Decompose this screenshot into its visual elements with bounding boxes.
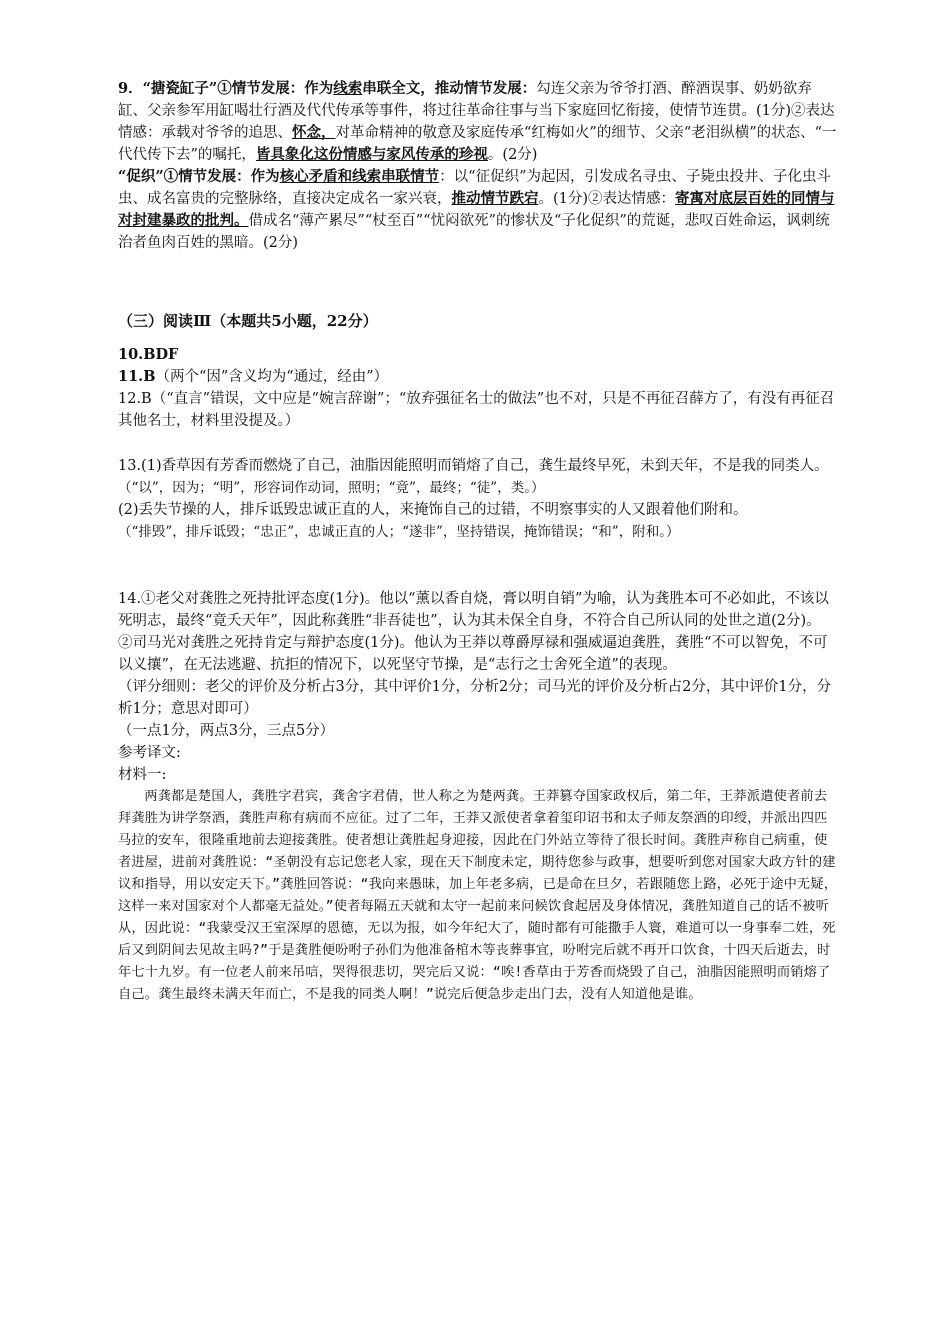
q9-tangci-paragraph	[118, 78, 840, 166]
q9-lead: 9．“搪瓷缸子”①情节发展：作为	[118, 80, 334, 97]
translation-paragraph: 两龚都是楚国人，龚胜字君宾，龚舍字君倩，世人称之为楚两龚。王莽篡夺国家政权后，第二年，王莽派遣使者前去拜龚胜为讲学祭酒，龚胜声称有病而不应征。过了二年，王莽又派使者拿着玺印诏书和太子师友祭酒的印绶，并派出四匹马拉的安车，很隆重地前去迎接龚胜。使者想让龚胜起身迎接，因此在门外站立等待了很长时间。龚胜声称自己病重，使者进屋，进前对龚胜说：“圣朝没有忘记您老人家，现在天下制度未定，期待您参与政事，想要听到您对国家大政方针的建议和指导，用以安定天下。”龚胜回答说：“我向来愚昧，加上年老多病，已是命在旦夕，若跟随您上路，必死于途中无疑，这样一来对国家对个人都毫无益处。”使者每隔五天就和太守一起前来问候饮食起居及身体情况，龚胜知道自己的话不被听从，因此说：“我蒙受汉王室深厚的恩德，无以为报，如今年纪大了，随时都有可能撒手人寰，难道可以一身事奉二姓，死后又到阴间去见故主吗?”于是龚胜便吩咐子孙们为他准备棺木等丧葬事宜，吩咐完后就不再开口饮食，十四天后逝去，时年七十九岁。有一位老人前来吊唁，哭得很悲切，哭完后又说：“唉!香草由于芳香而烧毁了自己，油脂因能照明而销熔了自己。龚生最终未满天年而亡，不是我的同类人啊！”说完后便急步走出门去，没有人知道他是谁。	[118, 789, 838, 1002]
q9-underline-2: 怀念，	[292, 124, 336, 141]
q9-underline-1: 线索	[333, 80, 363, 97]
q9-underline-3: 皆具象化这份情感与家风传承的珍视	[255, 146, 488, 163]
q9-cuzhi-text-1: ：以“征促织”为起因，引发成名寻虫、子毙虫投井、子化虫斗虫、成名富贵的完整脉络，直接决定成名一家兴衰，	[118, 169, 832, 207]
q9-text-1: 勾连父亲为爷爷打酒、醉酒误事、奶奶欲弃缸、父亲参军用缸喝壮行酒及代代传承等事件，将过往革命往事与当下家庭回忆衔接，使情节连贯。(1分)②表达情感：承载对爷爷的追思、	[118, 81, 835, 141]
q14-block	[118, 588, 840, 1006]
q10-answer: 10.BDF	[118, 346, 179, 363]
q9-cuzhi-underline-1: 核心矛盾和线索串联情节	[279, 168, 440, 185]
q9-cuzhi-lead: “促织”①情节发展：作为	[118, 168, 280, 185]
q11-choice: 11.B	[118, 368, 156, 385]
q9-text-3: 。(2分)	[487, 147, 538, 163]
q14-rubric-points: （一点1分，两点3分，三点5分）	[118, 723, 335, 739]
q9-cuzhi-underline-3: 寄寓对底层百姓的同情与对封建暴政的批判。	[118, 190, 835, 229]
q9-cuzhi-paragraph	[118, 166, 840, 254]
q13-part1: 13.(1)香草因有芳香而燃烧了自己，油脂因能照明而销熔了自己，龚生最终早死，未到天年，不是我的同类人。	[118, 458, 829, 474]
q9-cuzhi-underline-2: 推动情节跌宕	[451, 190, 539, 207]
q12-answer: 12.B（“直言”错误，文中应是“婉言辞谢”；“放弃强征名士的做法”也不对，只是不再征召薛方了，有没有再征召其他名士，材料里没提及。）	[118, 391, 835, 429]
q11-note: （两个“因”含义均为“通过，经由”）	[155, 369, 389, 385]
q13-block	[118, 455, 840, 543]
section-3-heading: （三）阅读Ⅲ（本题共5小题，22分）	[118, 312, 378, 330]
q9-cuzhi-text-2: 。(1分)②表达情感：	[538, 191, 676, 207]
material-1-label: 材料一:	[118, 767, 167, 783]
q9-bold-1: 串联全文，推动情节发展：	[362, 80, 537, 97]
q14-part2: ②司马光对龚胜之死持肯定与辩护态度(1分)。他认为王莽以尊爵厚禄和强威逼迫龚胜，龚胜“不可以智免，不可以义攘”，在无法逃避、抗拒的情况下，以死坚守节操，是“志行之士舍死全道”的表现。	[118, 635, 828, 673]
reference-translation-label: 参考译文:	[118, 745, 181, 761]
q9-block	[118, 78, 840, 254]
translation-text-block	[118, 786, 840, 1006]
q9-cuzhi-text-3: 借成名“薄产累尽”“杖至百”“忧闷欲死”的惨状及“子化促织”的荒诞，悲叹百姓命运，讽刺统治者鱼肉百姓的黑暗。(2分)	[118, 213, 830, 251]
q13-note2: （“排毁”，排斥诋毁；“忠正”，忠诚正直的人；“遂非”，坚持错误，掩饰错误；“和”，附和。）	[118, 524, 680, 540]
q11-answer	[118, 366, 840, 388]
q13-part2: (2)丢失节操的人，排斥诋毁忠诚正直的人，来掩饰自己的过错，不明察事实的人又跟着他们附和。	[118, 502, 748, 518]
q13-note1: （“以”，因为；“明”，形容词作动词，照明；“竟”，最终；“徒”，类。）	[118, 480, 545, 496]
q14-part1: 14.①老父对龚胜之死持批评态度(1分)。他以“薰以香自烧，膏以明自销”为喻，认为龚胜本可不必如此，不该以死明志，最终“竟夭天年”，因此称龚胜“非吾徒也”，认为其未保全自身，不符合自己所认同的处世之道(2分)。	[118, 591, 829, 629]
q10-12-block	[118, 344, 840, 432]
q9-text-2: 对革命精神的敬意及家庭传承“红梅如火”的细节、父亲“老泪纵横”的状态、“一代代传下去”的嘱托，	[118, 125, 837, 163]
q14-rubric: （评分细则：老父的评价及分析占3分，其中评价1分，分析2分；司马光的评价及分析占2分，其中评价1分，分析1分；意思对即可）	[118, 679, 832, 717]
